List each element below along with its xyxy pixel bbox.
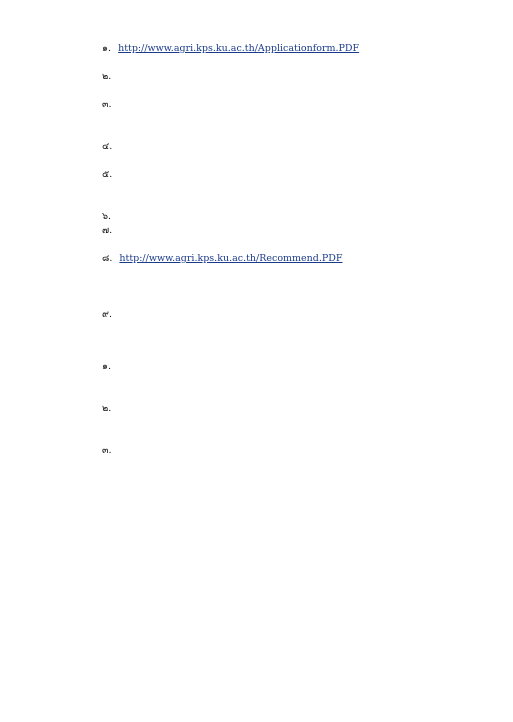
item-number: ๙. <box>102 309 112 320</box>
documents-section <box>56 42 467 350</box>
item-number: ๒. <box>102 71 112 82</box>
item-number: ๔. <box>102 141 113 152</box>
documents-item-3 <box>56 98 467 140</box>
documents-item-5 <box>56 168 467 210</box>
selection-item-4 <box>56 486 467 514</box>
item-number: ๓. <box>102 445 112 456</box>
documents-item-8 <box>56 252 467 308</box>
application-form-link[interactable]: http://www.agri.kps.ku.ac.th/Applicationform.PDF <box>118 43 360 54</box>
documents-item-6 <box>56 210 467 224</box>
selection-item-2 <box>56 402 467 444</box>
item-number: ๕. <box>102 169 113 180</box>
contact-line-2 <box>56 538 467 552</box>
item-number: ๑. <box>102 43 112 54</box>
item-number: ๘. <box>102 253 113 264</box>
documents-item-7 <box>56 224 467 252</box>
documents-item-2 <box>56 70 467 98</box>
item-number: ๓. <box>102 99 112 110</box>
documents-item-4 <box>56 140 467 168</box>
documents-item-9 <box>56 308 467 350</box>
contact-line-1 <box>56 524 467 538</box>
item-number: ๒. <box>102 403 112 414</box>
item-number: ๖. <box>102 211 112 222</box>
documents-item-1 <box>56 42 467 70</box>
selection-section <box>56 360 467 514</box>
item-number: ๗. <box>102 225 113 236</box>
item-number: ๑. <box>102 361 112 372</box>
contact-section <box>56 524 467 552</box>
selection-item-3 <box>56 444 467 486</box>
selection-item-1 <box>56 360 467 402</box>
recommend-form-link[interactable]: http://www.agri.kps.ku.ac.th/Recommend.PDF <box>119 253 343 264</box>
